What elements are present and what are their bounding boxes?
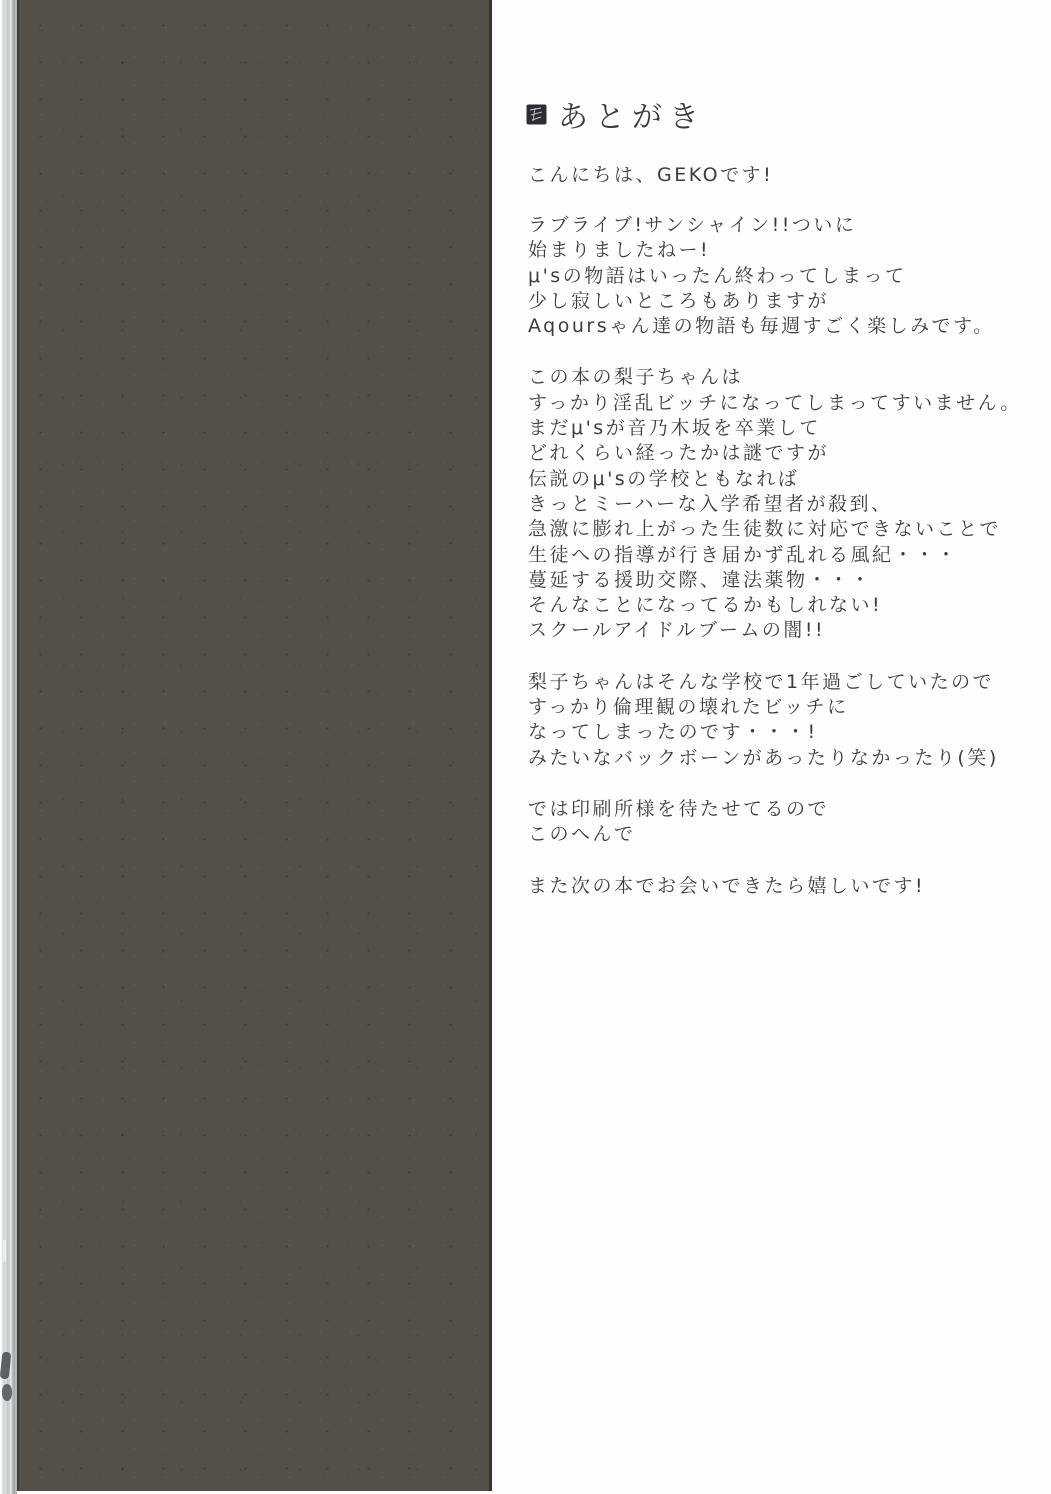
text-line: 蔓延する援助交際、違法薬物・・・: [528, 568, 873, 591]
page-title: あとがき: [558, 100, 706, 135]
text-line: なってしまったのです・・・!: [528, 721, 818, 744]
text-line: すっかり倫理観の壊れたビッチに: [528, 696, 849, 719]
text-line: 少し寂しいところもありますが: [528, 289, 830, 312]
text-line: この本の梨子ちゃんは: [528, 366, 744, 389]
text-line: そんなことになってるかもしれない!: [528, 594, 883, 617]
edge-artifact-mark: [3, 1240, 6, 1262]
paragraph-farewell: [528, 874, 1022, 899]
text-line: 急激に膨れ上がった生徒数に対応できないことで: [528, 518, 1002, 541]
text-line: Aqoursゃん達の物語も毎週すごく楽しみです。: [528, 315, 995, 338]
text-line: 梨子ちゃんはそんな学校で1年過ごしていたので: [528, 670, 995, 693]
text-line: 伝説のμ'sの学校ともなれば: [528, 467, 800, 490]
text-line: スクールアイドルブームの闇!!: [528, 619, 826, 642]
edge-artifact-mark: [2, 1384, 12, 1401]
text-line: 始まりましたねー!: [528, 239, 711, 262]
text-line: まだμ'sが音乃木坂を卒業して: [528, 417, 821, 440]
scanner-edge-strip: [0, 0, 17, 1494]
paragraph-riko-conclusion: [528, 670, 1022, 771]
text-line: μ'sの物語はいったん終わってしまって: [528, 264, 907, 287]
text-line: すっかり淫乱ビッチになってしまってすいません。: [528, 391, 1022, 414]
text-line: ラブライブ!サンシャイン!!ついに: [528, 214, 857, 236]
afterword-text: [528, 213, 1022, 899]
text-line: また次の本でお会いできたら嬉しいです!: [528, 874, 926, 897]
text-line: きっとミーハーな入学希望者が殺到、: [528, 492, 893, 515]
paragraph-closing: [528, 797, 1022, 848]
inside-cover-band: [17, 0, 492, 1491]
afterword-title-row: [526, 92, 706, 136]
afterword-page: [492, 0, 1051, 1494]
seal-stamp-icon: [526, 104, 547, 125]
text-line: 生徒への指導が行き届かず乱れる風紀・・・: [528, 543, 959, 566]
paragraph-riko-backstory: [528, 365, 1022, 643]
paragraph-intro: [528, 213, 1022, 339]
greeting-line: こんにちは、GEKOです!: [528, 164, 774, 186]
text-line: みたいなバックボーンがあったりなかったり(笑): [528, 746, 999, 769]
text-line: このへんで: [528, 823, 636, 846]
text-line: では印刷所様を待たせてるので: [528, 797, 830, 820]
text-line: どれくらい経ったかは謎ですが: [528, 442, 830, 465]
